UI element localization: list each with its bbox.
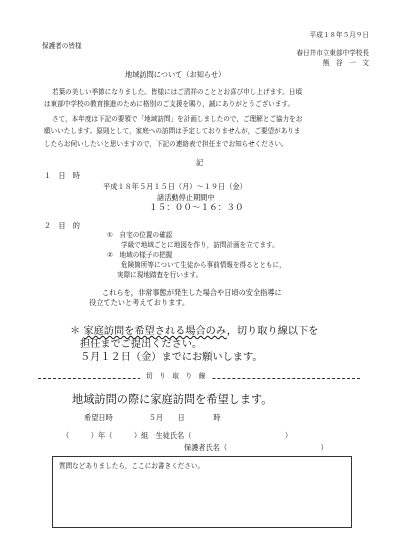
- section-1-dates: 平成１８年５月１５日（月）～１９日（金）: [103, 182, 247, 191]
- cut-line-label: 切 り 取 り 線: [140, 373, 211, 380]
- form-date-row: 希望日時 ５月 日 時: [84, 413, 221, 422]
- form-class-row: （ ）年（ ）組 生徒氏名（ ）: [62, 431, 293, 440]
- notice-rest: ，切り取り線以下を: [226, 326, 319, 337]
- form-title: 地域訪問の際に家庭訪問を希望します。: [72, 393, 273, 406]
- purpose-item-2-desc-1: 危険箇所等について生徒から事前情報を得るとともに，: [121, 261, 286, 269]
- sender-school: 春日井市立東部中学校長: [296, 49, 369, 57]
- notice-line-1: [70, 327, 318, 337]
- purpose-item-2-title: ② 地域の様子の把握: [107, 251, 173, 259]
- body-paragraph-2-line-2: 願いいたします。原則として，家庭への訪問は予定しておりませんが，ご要望がありま: [44, 127, 301, 135]
- body-paragraph-2-line-3: したらお伺いしたいと思いますので，下記の連絡表で担任までお知らせください。: [44, 140, 288, 148]
- body-paragraph-1-line-1: 若葉の美しい季節になりました。皆様にはご清祥のこととお喜び申し上げます。日頃: [52, 88, 303, 96]
- ki-heading: 記: [196, 158, 204, 167]
- closing-line-1: これらを，非常事態が発生した場合や日頃の安全指導に: [102, 288, 282, 297]
- closing-line-2: 役立てたいと考えております。: [89, 298, 190, 307]
- notice-line-2: 担任までご提出ください。: [80, 339, 203, 350]
- section-1-period: 諸活動停止期間中: [157, 193, 215, 202]
- body-paragraph-1-line-2: は東部中学校の教育推進のために格別のご支援を賜り，誠にありがとうございます。: [44, 100, 295, 108]
- recipient: 保護者の皆様: [42, 42, 82, 50]
- purpose-item-1-title: ① 自宅の位置の確認: [107, 231, 173, 239]
- notice-star: ＊: [70, 326, 81, 337]
- sender-name: 熊 谷 一 文: [322, 59, 369, 67]
- section-2-label: ２ 目 的: [44, 221, 80, 230]
- form-guardian-row: 保護者氏名（ ）: [184, 443, 328, 452]
- notice-line-3: ５月１２日（金）までにお願いします。: [80, 352, 263, 363]
- question-box: [52, 456, 352, 528]
- notice-emphasis: 家庭訪問を希望される場合のみ: [83, 326, 227, 337]
- purpose-item-2-desc-2: 実際に現地踏査を行います。: [117, 271, 203, 279]
- body-paragraph-2-line-1: さて，本年度は下記の要領で「地域訪問」を計画しましたので，ご理解とご協力をお: [52, 115, 303, 123]
- section-1-label: １ 日 時: [44, 171, 80, 180]
- question-box-prompt: 質問などありましたら，ここにお書きください。: [59, 462, 205, 470]
- document-title: 地域訪問について（お知らせ）: [125, 70, 226, 79]
- purpose-item-1-desc: 学級で地域ごとに地図を作り，訪問計画を立てます。: [121, 241, 279, 249]
- section-1-time: １５：００～１６：３０: [149, 203, 244, 213]
- issue-date: 平成１８年５月９日: [309, 31, 369, 39]
